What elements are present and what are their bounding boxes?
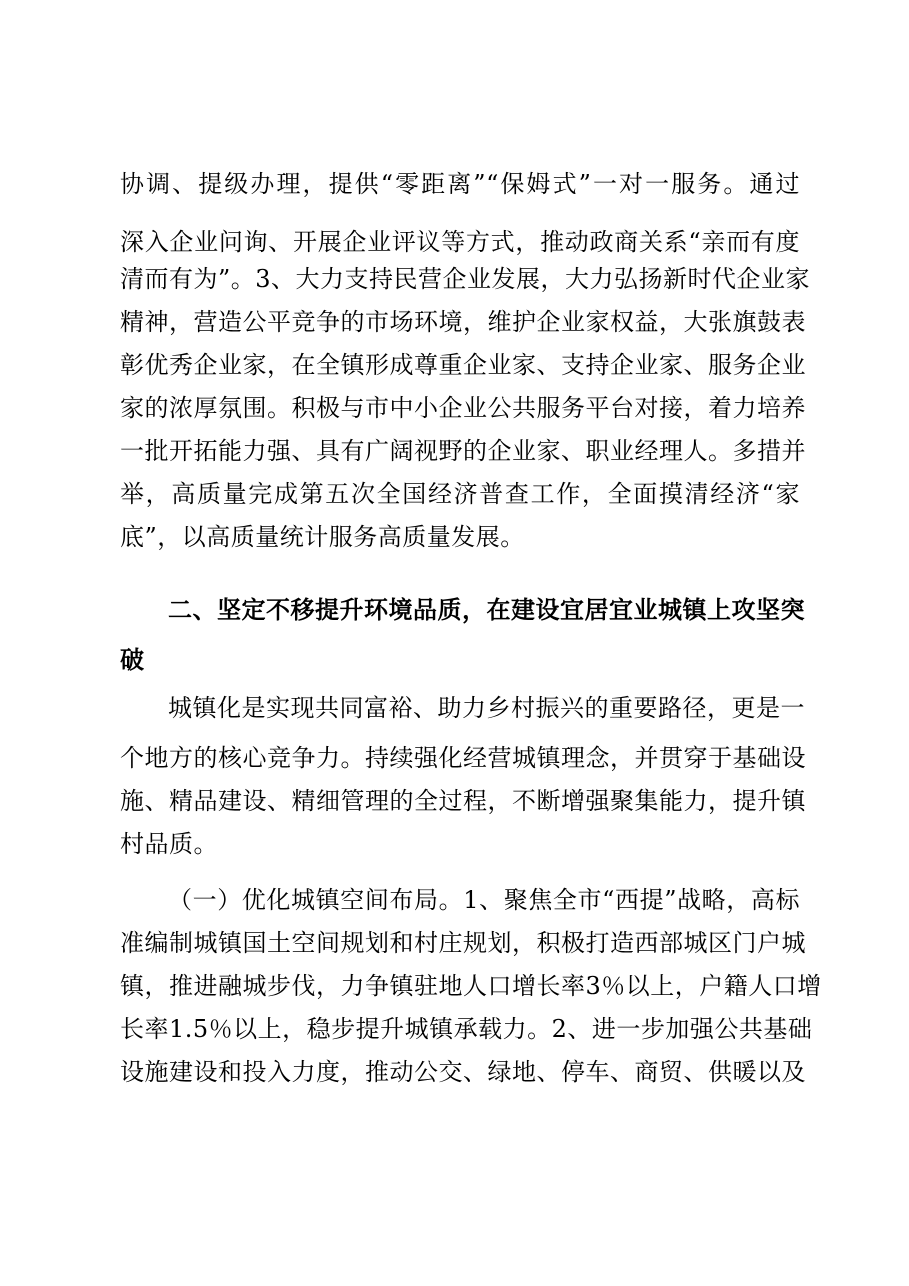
paragraph-line: 村品质。 [120,830,218,858]
paragraph-line: 举，高质量完成第五次全国经济普查工作，全面摸清经济“家 [120,480,800,508]
subsection-line: （一）优化城镇空间布局。1、聚焦全市“西提”战略，高标 [168,886,800,914]
paragraph-line: 城镇化是实现共同富裕、助力乡村振兴的重要路径，更是一 [168,694,805,722]
paragraph-line: 底”，以高质量统计服务高质量发展。 [120,523,525,551]
paragraph-line: 清而有为”。3、大力支持民营企业发展，大力弘扬新时代企业家 [120,265,811,293]
paragraph-line: 施、精品建设、精细管理的全过程，不断增强聚集能力，提升镇 [120,787,806,815]
paragraph-line: 长率1.5％以上，稳步提升城镇承载力。2、进一步加强公共基础 [120,1015,813,1043]
paragraph-line: 一批开拓能力强、具有广阔视野的企业家、职业经理人。多措并 [120,437,806,465]
paragraph-line: 精神，营造公平竞争的市场环境，维护企业家权益，大张旗鼓表 [120,308,806,336]
paragraph-line: 镇，推进融城步伐，力争镇驻地人口增长率3％以上，户籍人口增 [120,972,822,1000]
paragraph-line: 设施建设和投入力度，推动公交、绿地、停车、商贸、供暖以及 [120,1058,806,1086]
paragraph-line: 准编制城镇国土空间规划和村庄规划，积极打造西部城区门户城 [120,929,806,957]
paragraph-line: 家的浓厚氛围。积极与市中小企业公共服务平台对接，着力培养 [120,394,806,422]
section-heading: 破 [120,646,145,674]
paragraph-line: 彰优秀企业家，在全镇形成尊重企业家、支持企业家、服务企业 [120,351,806,379]
paragraph-line: 深入企业问询、开展企业评议等方式，推动政商关系“亲而有度 [120,228,800,256]
paragraph-line: 个地方的核心竞争力。持续强化经营城镇理念，并贯穿于基础设 [120,744,806,772]
section-heading: 二、坚定不移提升环境品质，在建设宜居宜业城镇上攻坚突 [168,596,805,624]
paragraph-line: 协调、提级办理，提供“零距离”“保姆式”一对一服务。通过 [120,170,800,198]
